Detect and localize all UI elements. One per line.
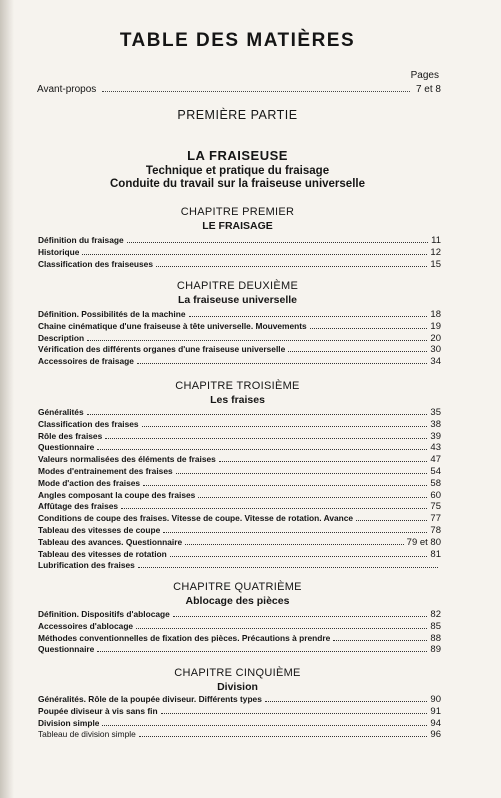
- entry-title: Méthodes conventionnelles de fixation des pièces. Précautions à prendre: [38, 632, 331, 643]
- toc-entry: [38, 321, 441, 333]
- entry-title: Généralités. Rôle de la poupée diviseur. Différents types: [38, 694, 262, 704]
- toc-entry: [38, 259, 441, 271]
- chapter-1-subtitle: LE FRAISAGE: [202, 220, 273, 232]
- toc-entry: [38, 718, 441, 730]
- dot-leader: [173, 616, 428, 617]
- toc-entry: [38, 309, 441, 321]
- toc-entry: [38, 729, 441, 741]
- entry-title: Poupée diviseur à vis sans fin: [38, 705, 158, 716]
- chapter-2-subtitle: La fraiseuse universelle: [177, 294, 298, 306]
- entry-title: Tableau des vitesses de rotation: [38, 548, 167, 559]
- chapter-3-subtitle: Les fraises: [210, 394, 265, 406]
- pages-column-header: Pages: [410, 70, 439, 81]
- toc-entry: [38, 247, 441, 259]
- dot-leader: [87, 340, 427, 341]
- entry-title: Historique: [38, 246, 80, 257]
- chapter-3-heading: CHAPITRE TROISIÈME: [175, 380, 300, 392]
- entry-title: Rôle des fraises: [38, 430, 103, 441]
- dot-leader: [219, 461, 428, 462]
- entry-title: Lubrification des fraises: [38, 560, 135, 571]
- entry-page-number: 12: [430, 246, 441, 258]
- entry-page-number: 39: [430, 430, 441, 442]
- entry-title: Mode d'action des fraises: [38, 477, 141, 488]
- section-title: LA FRAISEUSE: [187, 148, 288, 163]
- toc-entry: [38, 478, 441, 490]
- entry-page-number: 20: [430, 332, 441, 344]
- toc-entry: [38, 454, 441, 466]
- toc-entry: [38, 431, 441, 443]
- chapter-4-heading: CHAPITRE QUATRIÈME: [173, 581, 302, 593]
- entry-page-number: 77: [430, 513, 441, 525]
- toc-entry: [38, 706, 441, 718]
- entry-title: Tableau des vitesses de coupe: [38, 524, 161, 535]
- chapter-3-entries: [38, 407, 441, 572]
- toc-entry: [38, 235, 441, 247]
- entry-page-number: 91: [430, 705, 441, 717]
- chapter-2-entries: [38, 309, 441, 368]
- dot-leader: [189, 316, 428, 317]
- entry-page-number: 88: [430, 632, 441, 644]
- chapter-5-entries: [38, 694, 441, 741]
- dot-leader: [87, 414, 428, 415]
- dot-leader: [170, 556, 428, 557]
- chapter-5-subtitle: Division: [217, 681, 258, 693]
- entry-title: Définition. Possibilités de la machine: [38, 309, 186, 319]
- avant-propos-label: Avant-propos: [37, 84, 97, 95]
- toc-entry: [38, 633, 441, 645]
- entry-page-number: 85: [430, 620, 441, 632]
- chapter-4-entries: [38, 609, 441, 656]
- section-subtitle-2: Conduite du travail sur la fraiseuse universelle: [109, 178, 365, 190]
- entry-page-number: 15: [430, 258, 441, 270]
- entry-title: Description: [38, 332, 85, 343]
- toc-entry: [38, 466, 441, 478]
- entry-page-number: 81: [430, 548, 441, 560]
- entry-title: Angles composant la coupe des fraises: [38, 489, 196, 500]
- entry-page-number: 90: [430, 694, 441, 705]
- section-subtitle-1: Technique et pratique du fraisage: [145, 165, 330, 177]
- entry-page-number: 30: [430, 344, 441, 356]
- toc-entry: [38, 537, 441, 549]
- entry-page-number: 78: [430, 524, 441, 536]
- entry-title: Modes d'entrainement des fraises: [38, 465, 173, 476]
- entry-title: Questionnaire: [38, 644, 95, 655]
- toc-entry: [38, 442, 441, 454]
- dot-leader: [127, 242, 429, 243]
- toc-entry: [38, 644, 441, 656]
- toc-entry: [38, 344, 441, 356]
- entry-title: Tableau de division simple: [38, 729, 136, 740]
- dot-leader: [102, 91, 410, 92]
- dot-leader: [137, 363, 428, 364]
- page-title: TABLE DES MATIÈRES: [119, 30, 356, 51]
- dot-leader: [143, 485, 427, 486]
- toc-entry: [38, 621, 441, 633]
- entry-page-number: 96: [430, 729, 441, 741]
- toc-entry: [38, 333, 441, 345]
- toc-entry: [38, 609, 441, 621]
- toc-entry: [38, 407, 441, 419]
- entry-page-number: 43: [430, 442, 441, 454]
- dot-leader: [82, 254, 427, 255]
- entry-page-number: 75: [430, 501, 441, 513]
- entry-page-number: 82: [430, 609, 441, 620]
- entry-title: Affûtage des fraises: [38, 501, 119, 512]
- entry-title: Tableau des avances. Questionnaire: [38, 536, 183, 547]
- dot-leader: [138, 567, 438, 568]
- dot-leader: [97, 651, 427, 652]
- toc-entry: [38, 513, 441, 525]
- chapter-2-heading: CHAPITRE DEUXIÈME: [176, 280, 299, 292]
- toc-entry: [38, 525, 441, 537]
- entry-title: Définition du fraisage: [38, 235, 124, 245]
- part-heading: PREMIÈRE PARTIE: [177, 108, 298, 122]
- entry-page-number: 94: [430, 717, 441, 729]
- dot-leader: [97, 449, 427, 450]
- chapter-4-subtitle: Ablocage des pièces: [185, 595, 290, 607]
- entry-title: Division simple: [38, 717, 100, 728]
- dot-leader: [356, 520, 427, 521]
- chapter-1-entries: [38, 235, 441, 270]
- entry-title: Vérification des différents organes d'une fraiseuse universelle: [38, 344, 286, 355]
- dot-leader: [161, 713, 428, 714]
- dot-leader: [288, 351, 427, 352]
- entry-title: Classification des fraiseuses: [38, 258, 153, 269]
- toc-entry: [38, 560, 441, 572]
- entry-page-number: 18: [430, 309, 441, 320]
- dot-leader: [102, 725, 427, 726]
- entry-title: Accessoires d'ablocage: [38, 620, 134, 631]
- avant-propos-pages: 7 et 8: [415, 84, 441, 95]
- entry-title: Accessoires de fraisage: [38, 356, 134, 367]
- dot-leader: [310, 328, 428, 329]
- entry-title: Classification des fraises: [38, 418, 139, 429]
- dot-leader: [163, 532, 427, 533]
- entry-page-number: 58: [430, 477, 441, 489]
- entry-page-number: 54: [430, 465, 441, 477]
- dot-leader: [105, 438, 427, 439]
- dot-leader: [136, 628, 427, 629]
- avant-propos-entry: [37, 84, 441, 95]
- toc-entry: [38, 501, 441, 513]
- entry-page-number: 47: [430, 454, 441, 466]
- entry-title: Questionnaire: [38, 442, 95, 453]
- dot-leader: [121, 508, 427, 509]
- entry-title: Chaine cinématique d'une fraiseuse à tête universelle. Mouvements: [38, 320, 307, 331]
- toc-entry: [38, 490, 441, 502]
- entry-page-number: 19: [430, 320, 441, 332]
- dot-leader: [142, 426, 428, 427]
- entry-title: Définition. Dispositifs d'ablocage: [38, 609, 170, 619]
- entry-page-number: 34: [430, 356, 441, 368]
- entry-page-number: 38: [430, 418, 441, 430]
- entry-page-number: 60: [430, 489, 441, 501]
- entry-title: Généralités: [38, 407, 84, 417]
- toc-entry: [38, 694, 441, 706]
- entry-page-number: 11: [431, 235, 441, 246]
- toc-entry: [38, 549, 441, 561]
- dot-leader: [156, 266, 427, 267]
- toc-entry: [38, 419, 441, 431]
- dot-leader: [185, 544, 404, 545]
- entry-page-number: 35: [430, 407, 441, 418]
- chapter-1-heading: CHAPITRE PREMIER: [180, 206, 295, 218]
- entry-title: Valeurs normalisées des éléments de fraises: [38, 454, 216, 465]
- entry-title: Conditions de coupe des fraises. Vitesse de coupe. Vitesse de rotation. Avance: [38, 513, 354, 524]
- entry-page-number: 79 et 80: [406, 536, 441, 548]
- dot-leader: [265, 701, 428, 702]
- toc-entry: [38, 356, 441, 368]
- chapter-5-heading: CHAPITRE CINQUIÈME: [174, 667, 301, 679]
- entry-page-number: 89: [430, 644, 441, 656]
- dot-leader: [198, 497, 427, 498]
- dot-leader: [176, 473, 428, 474]
- dot-leader: [333, 640, 427, 641]
- dot-leader: [139, 736, 428, 737]
